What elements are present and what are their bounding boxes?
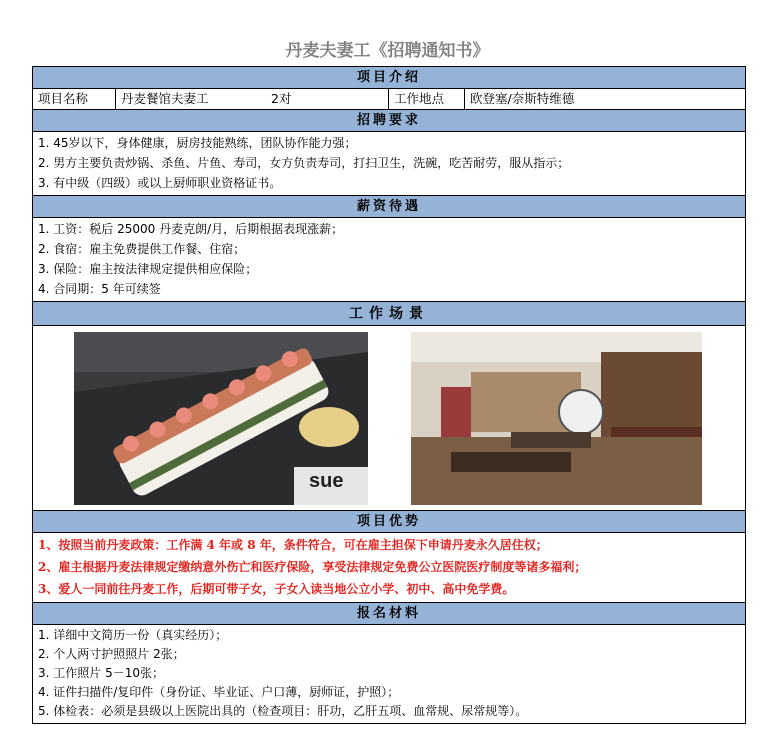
list-item: 5. 体检表：必须是县级以上医院出具的（检查项目：肝功，乙肝五项、血常规、尿常规等）。 [38,704,528,718]
section-header-salary: 薪资待遇 [33,196,745,218]
list-item: 2. 个人两寸护照照片 2张； [38,647,185,661]
restaurant-interior-photo [411,332,702,505]
list-item: 3、爱人一同前往丹麦工作，后期可带子女，子女入读当地公立小学、初中、高中免学费。 [38,582,515,596]
photo-text-sue: sue [309,470,344,492]
section-header-project-intro: 项目介绍 [33,67,745,89]
section-header-requirements: 招聘要求 [33,110,745,132]
list-item: 2、雇主根据丹麦法律规定缴纳意外伤亡和医疗保险，享受法律规定免费公立医院医疗制度等诸多福利； [38,560,587,574]
list-item: 4. 合同期：5 年可续签 [38,282,161,296]
list-item: 2. 男方主要负责炒锅、杀鱼、片鱼、寿司，女方负责寿司，打扫卫生，洗碗，吃苦耐劳，服从指示； [38,156,570,170]
list-item: 1. 详细中文简历一份（真实经历）； [38,628,228,642]
location-label: 工作地点 [389,89,465,109]
project-info-row [33,89,745,110]
project-name-value: 丹麦餐馆夫妻工 [121,91,209,106]
section-header-advantages: 项目优势 [33,511,745,533]
sushi-photo [74,332,368,505]
list-item: 1. 工资：税后 25000 丹麦克朗/月，后期根据表现涨薪； [38,222,344,236]
section-header-workplace: 工作场景 [33,302,745,326]
list-item: 3. 工作照片 5－10张； [38,666,164,680]
list-item: 1、按照当前丹麦政策：工作满 4 年或 8 年，条件符合，可在雇主担保下申请丹麦永久居住权； [38,538,548,552]
section-header-materials: 报名材料 [33,603,745,625]
location-value: 欧登塞/奈斯特维德 [470,91,575,106]
document-title: 丹麦夫妻工《招聘通知书》 [285,41,490,61]
salary-list [33,218,745,302]
list-item: 3. 有中级（四级）或以上厨师职业资格证书。 [38,176,282,190]
list-item: 3. 保险：雇主按法律规定提供相应保险； [38,262,258,276]
list-item: 1. 45岁以下，身体健康，厨房技能熟练，团队协作能力强； [38,136,357,150]
requirements-list [33,132,745,196]
project-name-label: 项目名称 [33,89,116,109]
recruitment-sheet [32,66,746,724]
materials-list [33,625,745,723]
advantages-list [33,533,745,603]
list-item: 4. 证件扫描件/复印件（身份证、毕业证、户口薄，厨师证，护照）； [38,685,400,699]
workplace-photos [33,326,745,511]
list-item: 2. 食宿：雇主免费提供工作餐、住宿； [38,242,246,256]
project-count: 2对 [266,89,389,109]
